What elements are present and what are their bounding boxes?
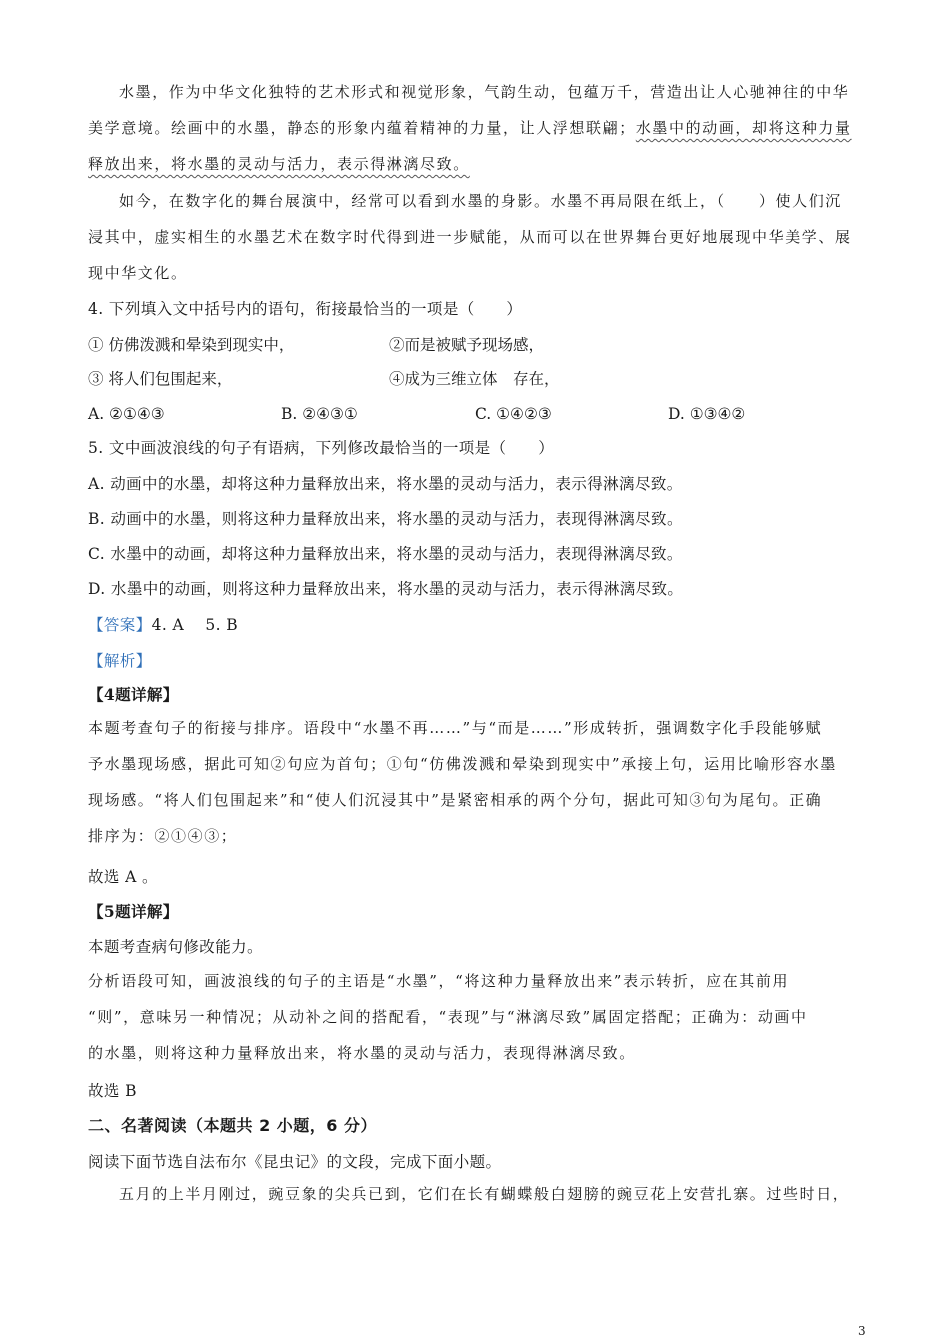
passage-line xyxy=(88,110,860,146)
q4-item-1: ① 仿佛泼溅和晕染到现实中， xyxy=(88,336,295,354)
question-4-stem: 4. 下列填入文中括号内的语句，衔接最恰当的一项是（ ） xyxy=(88,300,523,318)
passage-paragraph-1 xyxy=(88,74,860,182)
analysis-line: 分析语段可知，画波浪线的句子的主语是“水墨”，“将这种力量释放出来”表示转折，应在其前用 xyxy=(88,972,790,990)
section-2-title: 二、名著阅读（本题共 2 小题，6 分） xyxy=(88,1116,377,1135)
analysis-line: 的水墨，则将这种力量释放出来，将水墨的灵动与活力，表现得淋漓尽致。 xyxy=(88,1044,636,1062)
q4-conclusion: 故选 A 。 xyxy=(88,868,158,886)
passage-line: 如今，在数字化的舞台展演中，经常可以看到水墨的身影。水墨不再局限在纸上，（ ）使人们沉 xyxy=(119,192,842,210)
q5-option-d: D. 水墨中的动画，则将这种力量释放出来，将水墨的灵动与活力，表示得淋漓尽致。 xyxy=(88,580,684,598)
q4-item-4: ④成为三维立体 存在， xyxy=(389,370,560,388)
q4-detail-heading: 【4题详解】 xyxy=(88,685,179,704)
q5-analysis-intro: 本题考查病句修改能力。 xyxy=(88,938,263,956)
passage-line: 浸其中，虚实相生的水墨艺术在数字时代得到进一步赋能，从而可以在世界舞台更好地展现中华美学、展 xyxy=(88,228,852,246)
q5-detail-heading: 【5题详解】 xyxy=(88,902,179,921)
page-number: 3 xyxy=(858,1324,866,1338)
passage-line-part: 美学意境。绘画中的水墨，静态的形象内蕴着精神的力量，让人浮想联翩； xyxy=(88,119,636,137)
analysis-line: “则”，意味另一种情况；从动补之间的搭配看，“表现”与“淋漓尽致”属固定搭配；正确为：动画中 xyxy=(88,1008,808,1026)
passage-line: 水墨，作为中华文化独特的艺术形式和视觉形象，气韵生动，包蕴万千，营造出让人心驰神往的中华 xyxy=(119,83,850,101)
passage-line: 五月的上半月刚过，豌豆象的尖兵已到，它们在长有蝴蝶般白翅膀的豌豆花上安营扎寨。过些时日， xyxy=(119,1185,850,1203)
analysis-line: 予水墨现场感，据此可知②句应为首句；①句“仿佛泼溅和晕染到现实中”承接上句，运用比喻形容水墨 xyxy=(88,755,837,773)
analysis-line: 本题考查句子的衔接与排序。语段中“水墨不再……”与“而是……”形成转折，强调数字化手段能够赋 xyxy=(88,719,823,737)
passage-paragraph-2 xyxy=(88,183,860,291)
wavy-underlined-sentence-continued: 释放出来，将水墨的灵动与活力，表示得淋漓尽致。 xyxy=(88,155,470,173)
analysis-tag: 【解析】 xyxy=(88,652,152,670)
section-2-intro: 阅读下面节选自法布尔《昆虫记》的文段，完成下面小题。 xyxy=(88,1153,502,1171)
passage-line: 现中华文化。 xyxy=(88,264,188,282)
q4-item-2: ②而是被赋予现场感， xyxy=(389,336,545,354)
answer-tag: 【答案】 xyxy=(88,616,152,634)
section-2-passage xyxy=(88,1176,860,1212)
answer-line xyxy=(88,615,238,635)
q5-option-c: C. 水墨中的动画，却将这种力量释放出来，将水墨的灵动与活力，表现得淋漓尽致。 xyxy=(88,545,683,563)
passage-line xyxy=(88,146,860,182)
q4-analysis-paragraph xyxy=(88,710,860,854)
q4-option-d: D. ①③④② xyxy=(668,405,746,423)
q4-option-b: B. ②④③① xyxy=(281,405,358,423)
q5-option-b: B. 动画中的水墨，则将这种力量释放出来，将水墨的灵动与活力，表现得淋漓尽致。 xyxy=(88,510,683,528)
analysis-line: 排序为：②①④③； xyxy=(88,827,238,845)
analysis-line: 现场感。“将人们包围起来”和“使人们沉浸其中”是紧密相承的两个分句，据此可知③句为尾句。正确 xyxy=(88,791,823,809)
answer-text: 4. A 5. B xyxy=(151,616,239,634)
q5-conclusion: 故选 B xyxy=(88,1082,137,1100)
wavy-underlined-sentence: 水墨中的动画，却将这种力量 xyxy=(635,119,852,137)
q5-option-a: A. 动画中的水墨，却将这种力量释放出来，将水墨的灵动与活力，表示得淋漓尽致。 xyxy=(88,475,683,493)
q4-option-c: C. ①④②③ xyxy=(475,405,552,423)
q4-item-3: ③ 将人们包围起来， xyxy=(88,370,233,388)
q5-analysis-paragraph xyxy=(88,963,860,1071)
q4-option-a: A. ②①④③ xyxy=(88,405,165,423)
question-5-stem: 5. 文中画波浪线的句子有语病，下列修改最恰当的一项是（ ） xyxy=(88,439,555,457)
